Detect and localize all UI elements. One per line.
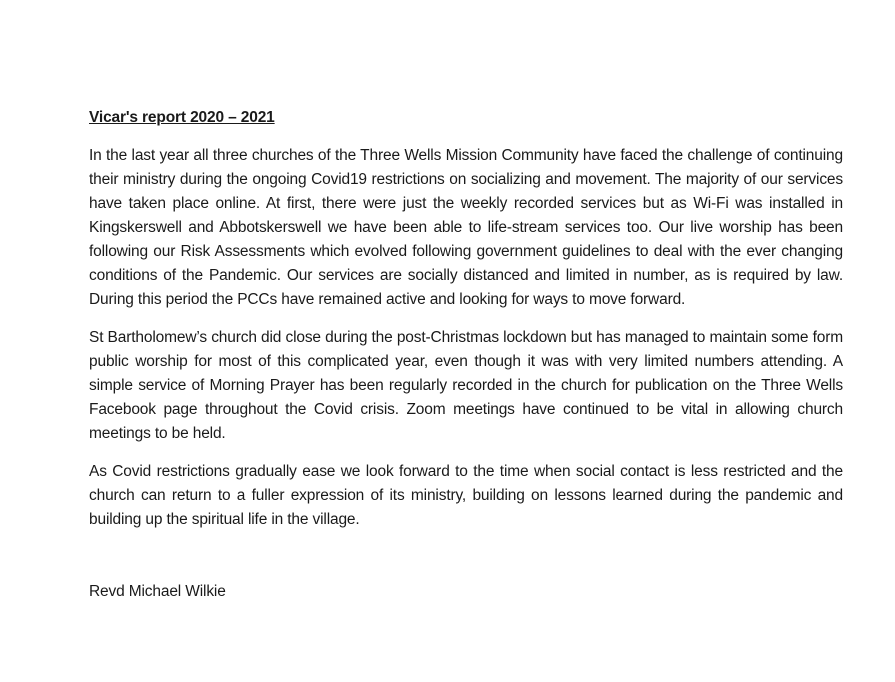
document-title: Vicar's report 2020 – 2021 <box>89 109 275 126</box>
paragraph-looking-forward: As Covid restrictions gradually ease we look forward to the time when social contact is less restricted and the church can return to a fuller expression of its ministry, building on lessons learned during the pandemic and building up the spiritual life in the village. <box>89 463 843 528</box>
paragraph-intro-covid-challenge: In the last year all three churches of the Three Wells Mission Community have faced the challenge of continuing their ministry during the ongoing Covid19 restrictions on socializing and movement. The majority of our services have taken place online. At first, there were just the weekly recorded services but as Wi-Fi was installed in Kingskerswell and Abbotskerswell we have been able to life-stream services too. Our live worship has been following our Risk Assessments which evolved following government guidelines to deal with the ever changing conditions of the Pandemic. Our services are socially distanced and limited in number, as is required by law. During this period the PCCs have remained active and looking for ways to move forward. <box>89 147 843 308</box>
signature-line: Revd Michael Wilkie <box>89 583 226 600</box>
paragraph-st-bartholomews: St Bartholomew’s church did close during the post-Christmas lockdown but has managed to maintain some form public worship for most of this complicated year, even though it was with very limited numbers attending. A simple service of Morning Prayer has been regularly recorded in the church for publication on the Three Wells Facebook page throughout the Covid crisis. Zoom meetings have continued to be vital in allowing church meetings to be held. <box>89 329 843 442</box>
document-body <box>89 106 843 604</box>
